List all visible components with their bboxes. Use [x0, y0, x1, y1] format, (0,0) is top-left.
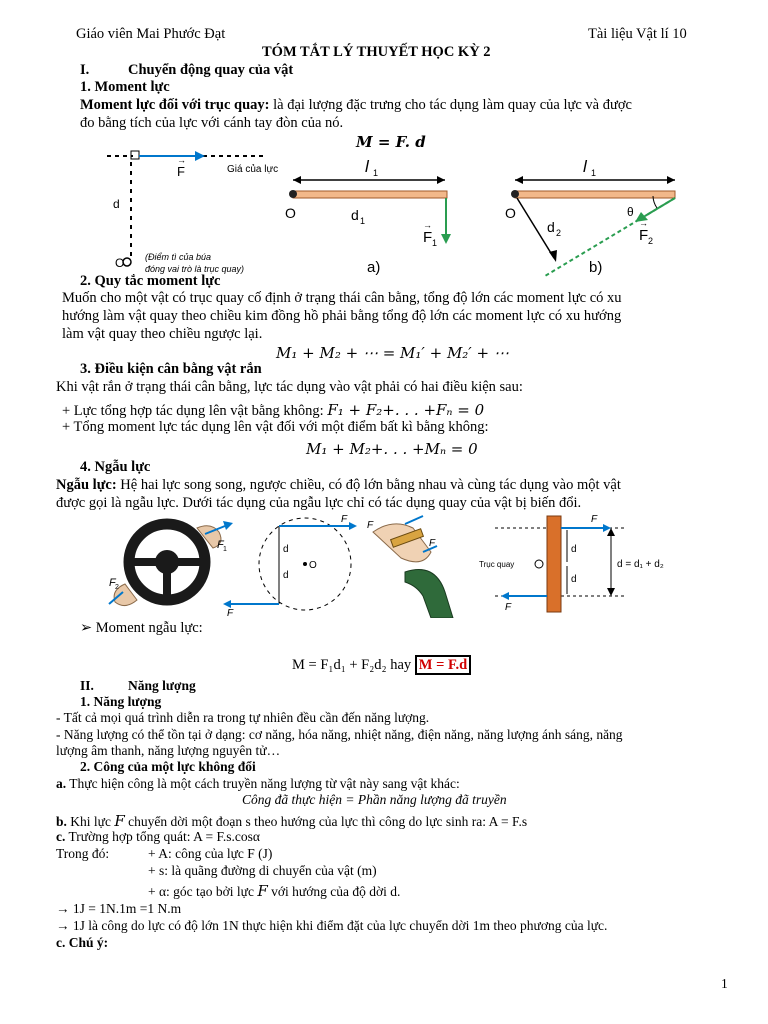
- couple-definition-line2: được gọi là ngẫu lực. Dưới tác dụng của ngẫu lực chỉ có tác dụng quay của vật bị biến đổi.: [56, 495, 582, 511]
- bar-label-axis: Trục quay: [479, 560, 515, 569]
- subsection-couple-heading: 4. Ngẫu lực: [80, 459, 151, 475]
- faucet-label-f1: F: [367, 520, 374, 531]
- label-force-f1: F: [423, 229, 433, 246]
- work-b-label: b.: [56, 814, 67, 829]
- label-pivot-a-o: O: [285, 205, 296, 221]
- faucet-illustration: [373, 516, 453, 618]
- force-arrow-head: [195, 151, 205, 161]
- work-b-force: F: [114, 812, 125, 830]
- label-force-f2-sub: 2: [648, 236, 654, 246]
- work-a-label: a.: [56, 776, 67, 791]
- section-1-heading: Chuyển động quay của vật: [128, 62, 294, 78]
- circle-label-d2: d: [283, 570, 289, 581]
- circle-label-o: O: [309, 560, 317, 571]
- couple-definition-text: Hệ hai lực song song, ngược chiều, có độ lớn bằng nhau và cùng tác dụng vào một vật: [116, 477, 621, 493]
- moment-definition-line2: đo bằng tích của lực với cánh tay đòn của nó.: [80, 115, 344, 131]
- arrow-mark-f: →: [177, 155, 186, 165]
- moment-formula: M = F. d: [356, 133, 426, 151]
- pivot-b: [511, 190, 519, 198]
- subsection-energy-heading: 1. Năng lượng: [80, 694, 162, 709]
- circle-label-f2: F: [227, 608, 234, 618]
- section-2-number: II.: [80, 678, 94, 693]
- couple-definition-term: Ngẫu lực:: [56, 477, 117, 493]
- rule-line1: Muốn cho một vật có trục quay cố định ở trạng thái cân bằng, tổng độ lớn các moment lực có xu: [62, 290, 622, 306]
- equilibrium-intro: Khi vật rắn ở trạng thái cân bằng, lực tác dụng vào vật phải có hai điều kiện sau:: [56, 379, 523, 395]
- moment-definition-line1: [80, 97, 632, 114]
- page-number: 1: [721, 976, 728, 991]
- work-note: c. Chú ý:: [56, 935, 109, 950]
- couple-moment-highlight: M = F.d: [415, 655, 471, 675]
- work-item-3-text-b: với hướng của độ dời d.: [267, 884, 401, 899]
- equilibrium-condition-2-text: + Tổng moment lực tác dụng lên vật đối với một điểm bất kì bằng không:: [62, 419, 489, 435]
- moment-definition-term: Moment lực đối với trục quay:: [80, 97, 270, 113]
- subsection-moment-heading: 1. Moment lực: [80, 79, 170, 95]
- subsection-work-heading: 2. Công của một lực không đổi: [80, 759, 256, 774]
- bar-label-d1: d: [571, 544, 577, 555]
- work-a: [56, 776, 460, 792]
- arrow-bullet-icon: ➢: [80, 620, 93, 636]
- energy-line2: - Năng lượng có thể tồn tại ở dạng: cơ năng, hóa năng, nhiệt năng, điện năng, năng lượng ánh sáng, năng: [56, 727, 623, 742]
- bar-label-f1: F: [591, 514, 598, 525]
- work-item-3: [148, 882, 400, 900]
- energy-line3: lượng âm thanh, năng lượng nguyên tử…: [56, 743, 281, 758]
- bar-couple-diagram: [495, 516, 625, 612]
- condition-1-formula: F₁ + F₂+. . . +Fₙ = 0: [327, 401, 485, 419]
- work-item-1: + A: công của lực F (J): [148, 846, 273, 861]
- caption-pivot-line2: đóng vai trò là trục quay): [145, 264, 245, 274]
- work-c-label: c.: [56, 829, 66, 844]
- label-force-f1-sub: 1: [432, 238, 438, 248]
- rod-a: [293, 191, 447, 198]
- work-b-text1: Khi lực: [66, 814, 115, 829]
- rule-line2: hướng làm vật quay theo chiều kim đồng hồ phải bằng tổng độ lớn các moment lực có xu hướng: [62, 308, 622, 324]
- condition-1-text: + Lực tổng hợp tác dụng lên vật bằng không:: [62, 403, 324, 419]
- label-pivot-o: O: [115, 256, 125, 270]
- wheel-label-f1: F: [217, 539, 224, 551]
- rule-line3: làm vật quay theo chiều ngược lại.: [62, 326, 263, 342]
- label-length-l1: l: [365, 157, 369, 176]
- section-2-heading: Năng lượng: [128, 678, 196, 693]
- work-c-text: Trường hợp tổng quát: A = F.s.cosα: [65, 829, 260, 844]
- couple-moment-label-text: Moment ngẫu lực:: [95, 620, 203, 636]
- label-diagram-a: a): [367, 259, 381, 276]
- couple-moment-label: [80, 620, 203, 637]
- work-c: [56, 829, 260, 845]
- moment-figure: [105, 148, 695, 280]
- label-length-l1-sub: 1: [373, 168, 379, 178]
- work-a-formula: Công đã thực hiện = Phần năng lượng đã truyền: [242, 792, 507, 807]
- subsection-equilibrium-heading: 3. Điều kiện cân bằng vật rắn: [80, 361, 262, 377]
- work-item-3-force: F: [257, 882, 268, 900]
- label-line-of-force: Giá của lực: [227, 164, 279, 175]
- work-item-2: + s: là quãng đường di chuyển của vật (m): [148, 863, 377, 878]
- label-arm-d1-sub: 1: [360, 216, 366, 226]
- page-title: TÓM TẮT LÝ THUYẾT HỌC KỲ 2: [262, 44, 491, 60]
- couple-moment-formula-text: M = F₁d₁ + F₂d₂ hay: [292, 657, 412, 673]
- caption-pivot-line1: (Điểm tì của búa: [145, 252, 212, 262]
- work-b-text2: chuyển dời một đoạn s theo hướng của lực thì công do lực sinh ra: A = F.s: [124, 814, 528, 829]
- label-arm-d2-sub: 2: [556, 228, 562, 238]
- work-where-label: Trong đó:: [56, 846, 110, 861]
- bar-label-d2: d: [571, 574, 577, 585]
- label-force-f: F: [177, 164, 185, 179]
- faucet-label-f2: F: [429, 538, 436, 549]
- header-doc-title: Tài liệu Vật lí 10: [588, 26, 687, 42]
- equilibrium-condition-1: [62, 401, 484, 420]
- work-unit-definition: → 1J là công do lực có độ lớn 1N thực hiện khi điểm đặt của lực chuyển dời 1m theo phương của lực.: [56, 918, 608, 933]
- wheel-label-f1-sub: 1: [223, 546, 227, 553]
- rule-formula: M₁ + M₂ + ⋯ = M₁′ + M₂′ + ⋯: [276, 344, 509, 362]
- section-1-number: I.: [80, 62, 90, 78]
- condition-2-formula: M₁ + M₂+. . . +Mₙ = 0: [306, 440, 478, 458]
- header-author: Giáo viên Mai Phước Đạt: [76, 26, 226, 42]
- energy-line1: - Tất cả mọi quá trình diễn ra trong tự nhiên đều cần đến năng lượng.: [56, 710, 430, 725]
- bar-label-d-sum: d = d₁ + d₂: [617, 559, 664, 570]
- work-item-3-text-a: + α: góc tạo bởi lực: [148, 884, 258, 899]
- couple-moment-formula: [292, 657, 471, 674]
- circle-couple-diagram: [223, 518, 357, 610]
- label-diagram-b: b): [589, 259, 603, 276]
- circle-label-d1: d: [283, 544, 289, 555]
- wheel-label-f2-sub: 2: [115, 584, 119, 591]
- work-b: [56, 812, 527, 830]
- arrow-mark-f1: →: [423, 220, 432, 230]
- couple-definition-line1: [56, 477, 621, 494]
- label-arm-d2: d: [547, 219, 555, 235]
- subsection-rule-heading: 2. Quy tắc moment lực: [80, 273, 221, 289]
- wheel-label-f2: F: [109, 577, 116, 589]
- label-angle-theta: θ: [627, 205, 634, 219]
- couple-figure: [105, 512, 687, 618]
- bar-label-f2: F: [505, 602, 512, 613]
- pivot-a: [289, 190, 297, 198]
- rotating-bar: [547, 516, 561, 612]
- label-length-l1-b-sub: 1: [591, 168, 597, 178]
- label-lever-d: d: [113, 197, 120, 211]
- label-force-f2: F: [639, 227, 649, 244]
- arrow-mark-f2: →: [639, 218, 648, 228]
- work-unit: → 1J = 1N.1m =1 N.m: [56, 901, 182, 916]
- circle-label-f1: F: [341, 514, 348, 525]
- label-length-l1-b: l: [583, 157, 587, 176]
- rod-b: [515, 191, 675, 198]
- work-a-text: Thực hiện công là một cách truyền năng lượng từ vật này sang vật khác:: [66, 776, 460, 791]
- moment-definition-text: là đại lượng đặc trưng cho tác dụng làm quay của lực và được: [269, 97, 632, 113]
- steering-wheel-illustration: [109, 521, 233, 606]
- label-arm-d1: d: [351, 207, 359, 223]
- label-pivot-b-o: O: [505, 205, 516, 221]
